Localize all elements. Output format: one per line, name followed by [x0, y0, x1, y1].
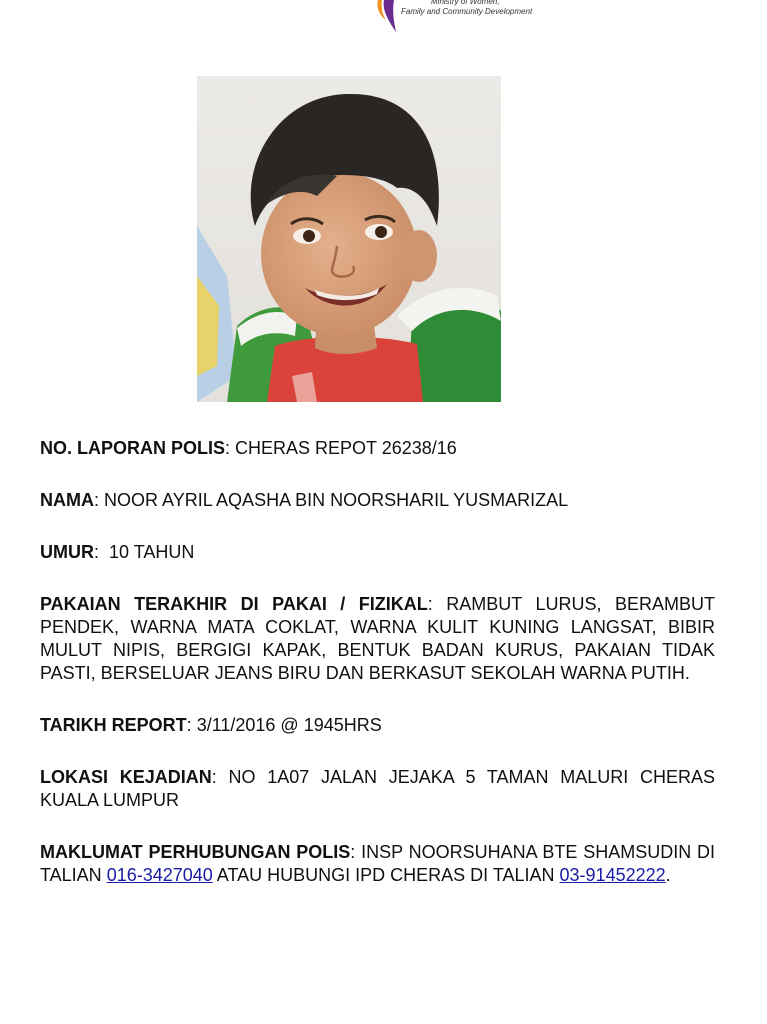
field-separator: : — [211, 767, 229, 787]
contact-text: . — [665, 865, 671, 885]
field-value: 3/11/2016 @ 1945HRS — [196, 715, 382, 735]
field-label: MAKLUMAT PERHUBUNGAN POLIS — [40, 842, 351, 862]
field-value: RAMBUT LURUS, BERAMBUT PENDEK, WARNA MATA COKLAT, WARNA KULIT KUNING LANGSAT, BIBIR MULUT NIPIS, BERGIGI KAPAK, BENTUK BADAN KURUS, PAKAIAN TIDAK PASTI, BERSELUAR JEANS BIRU DAN BERKASUT SEKOLAH WARNA PUTIH. — [40, 594, 715, 683]
ministry-logo-icon — [372, 0, 402, 34]
child-portrait-illustration — [197, 76, 501, 402]
field-report-date — [40, 714, 715, 737]
contact-text: INSP NOORSUHANA BTE SHAMSUDIN DI TALIAN — [40, 842, 716, 885]
field-separator: : — [350, 842, 362, 862]
ministry-header — [372, 0, 552, 34]
field-value: CHERAS REPOT 26238/16 — [235, 438, 457, 458]
field-label: NAMA — [40, 490, 94, 510]
field-separator: : — [94, 542, 110, 562]
field-police-contact — [40, 841, 715, 887]
field-label: NO. LAPORAN POLIS — [40, 438, 226, 458]
field-police-report — [40, 437, 715, 460]
field-label: UMUR — [40, 542, 94, 562]
field-incident-location — [40, 766, 715, 812]
field-separator: : — [225, 438, 236, 458]
phone-link-officer[interactable]: 016-3427040 — [106, 865, 213, 885]
field-value: 10 TAHUN — [109, 542, 195, 562]
logo-purple-stroke — [384, 0, 396, 32]
field-name — [40, 489, 715, 512]
field-label: LOKASI KEJADIAN — [40, 767, 212, 787]
missing-person-details — [40, 437, 715, 916]
missing-child-photo — [197, 76, 501, 402]
ministry-name-line1: Ministry of Women, — [431, 0, 500, 6]
field-value: NO 1A07 JALAN JEJAKA 5 TAMAN MALURI CHERAS KUALA LUMPUR — [40, 767, 715, 810]
field-label: TARIKH REPORT — [40, 715, 187, 735]
field-separator: : — [427, 594, 447, 614]
ministry-name-line2: Family and Community Development — [401, 7, 533, 16]
field-value: NOOR AYRIL AQASHA BIN NOORSHARIL YUSMARIZAL — [104, 490, 569, 510]
field-label: PAKAIAN TERAKHIR DI PAKAI / FIZIKAL — [40, 594, 428, 614]
field-age — [40, 541, 715, 564]
field-clothing-physical — [40, 593, 715, 685]
ministry-name — [401, 0, 532, 17]
field-separator: : — [186, 715, 197, 735]
field-separator: : — [94, 490, 105, 510]
contact-text: ATAU HUBUNGI IPD CHERAS DI TALIAN — [212, 865, 560, 885]
phone-link-ipd-cheras[interactable]: 03-91452222 — [559, 865, 666, 885]
